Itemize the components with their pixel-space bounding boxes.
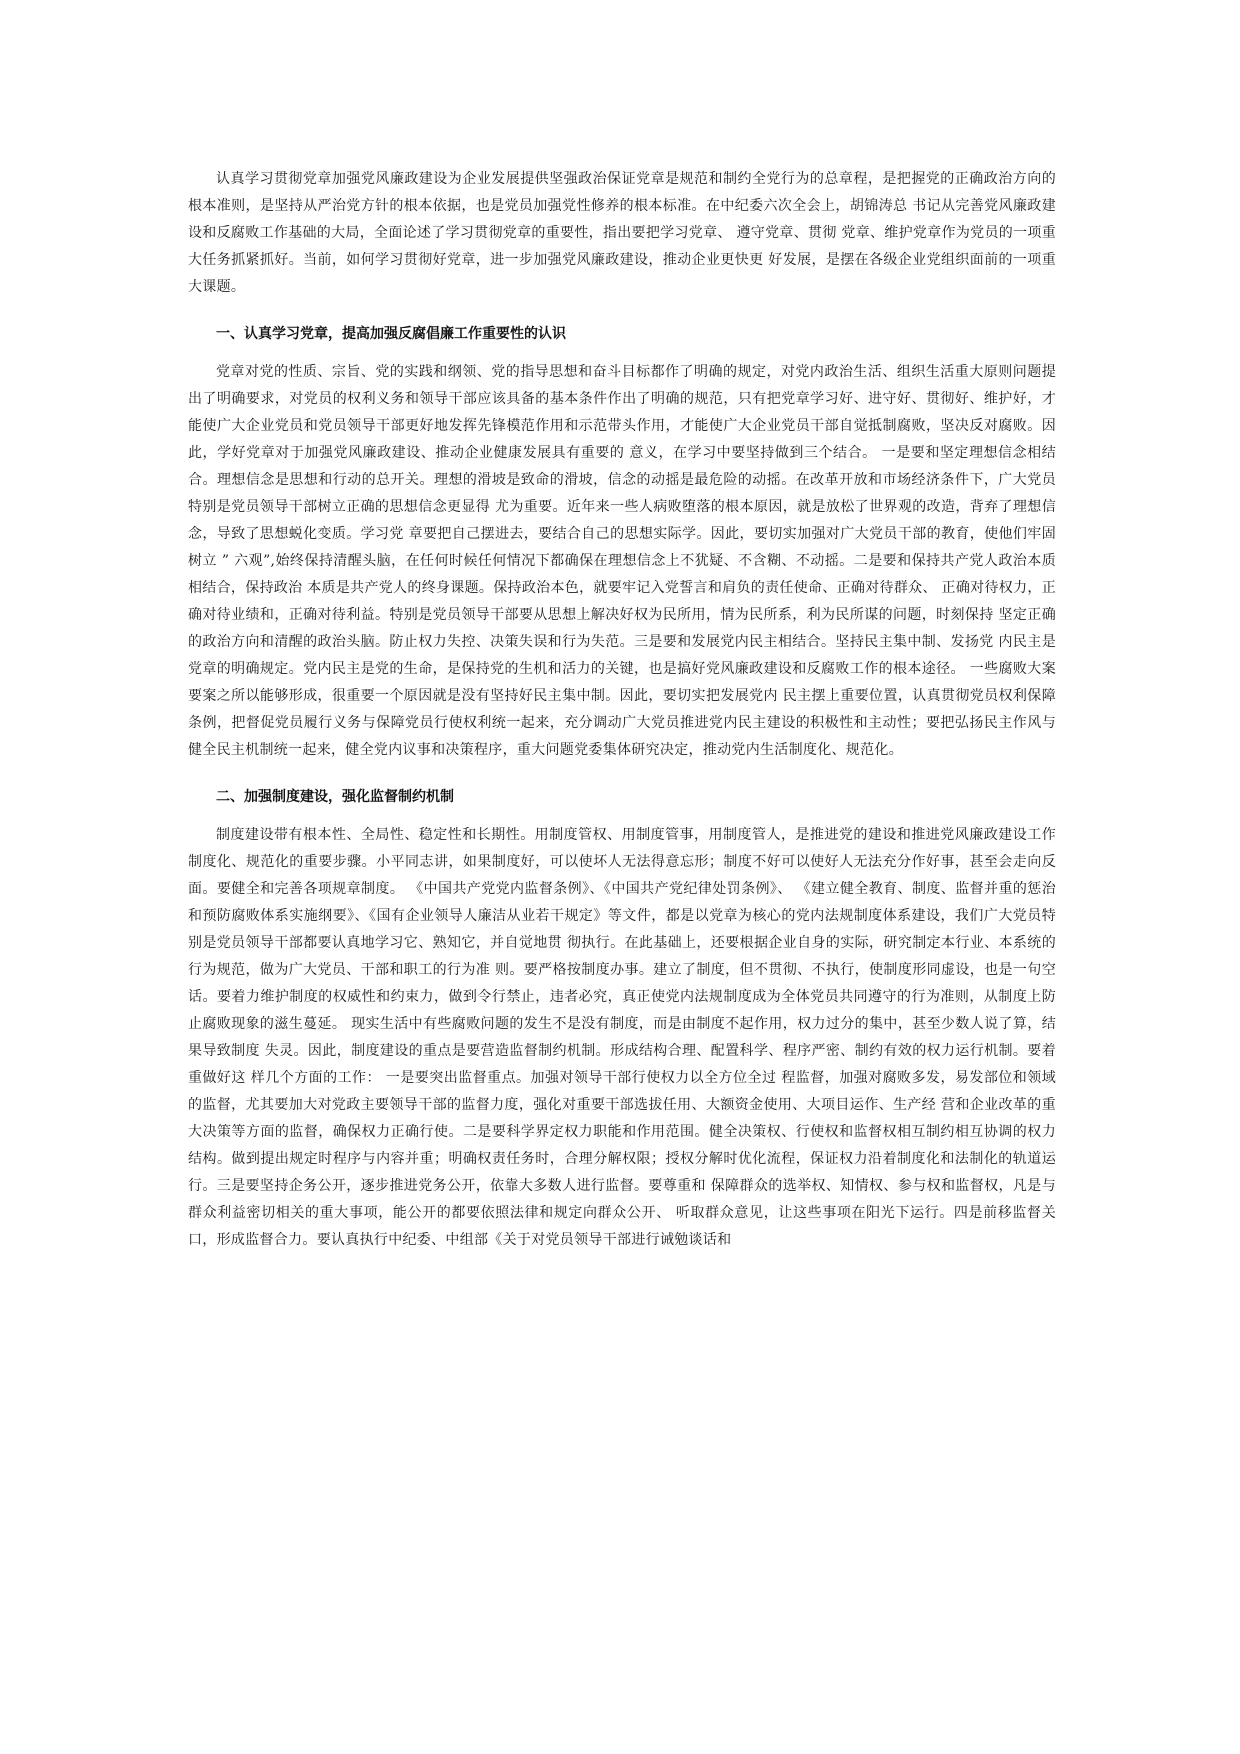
intro-paragraph: 认真学习贯彻党章加强党风廉政建设为企业发展提供坚强政治保证党章是规范和制约全党行为的总章程，是把握党的正确政治方向的根本准则，是坚持从严治党方针的根本依据，也是党员加强党性修养的根本标准。在中纪委六次全会上，胡锦涛总 书记从完善党风廉政建设和反腐败工作基础的大局，全面论述了学习贯彻党章的重要性，指出要把学习党章、 遵守党章、贯彻 党章、维护党章作为党员的一项重大任务抓紧抓好。当前，如何学习贯彻好党章，进一步加强党风廉政建设，推动企业更快更 好发展，是摆在各级企业党组织面前的一项重大课题。 <box>188 171 1056 295</box>
section-2-paragraph: 制度建设带有根本性、全局性、稳定性和长期性。用制度管权、用制度管事，用制度管人，是推进党的建设和推进党风廉政建设工作制度化、规范化的重要步骤。小平同志讲，如果制度好，可以使坏人无法得意忘形；制度不好可以使好人无法充分作好事，甚至会走向反面。要健全和完善各项规章制度。 《中国共产党党内监督条例》、《中国共产党纪律处罚条例》、 《建立健全教育、制度、监督并重的惩治和预防腐败体系实施纲要》、《国有企业领导人廉洁从业若干规定》等文件，都是以党章为核心的党内法规制度体系建设，我们广大党员特别是党员领导干部都要认真地学习它、熟知它，并自觉地贯 彻执行。在此基础上，还要根据企业自身的实际，研究制定本行业、本系统的行为规范，做为广大党员、干部和职工的行为准 则。要严格按制度办事。建立了制度，但不贯彻、不执行，使制度形同虚设，也是一句空话。要着力维护制度的权威性和约束力，做到令行禁止，违者必究，真正使党内法规制度成为全体党员共同遵守的行为准则，从制度上防止腐败现象的滋生蔓延。 现实生活中有些腐败问题的发生不是没有制度，而是由制度不起作用，权力过分的集中，甚至少数人说了算，结果导致制度 失灵。因此，制度建设的重点是要营造监督制约机制。形成结构合理、配置科学、程序严密、制约有效的权力运行机制。要着重做好这 样几个方面的工作： 一是要突出监督重点。加强对领导干部行使权力以全方位全过 程监督，加强对腐败多发，易发部位和领域的监督，尤其要加大对党政主要领导干部的监督力度，强化对重要干部选拔任用、大额资金使用、大项目运作、生产经 营和企业改革的重大决策等方面的监督，确保权力正确行使。二是要科学界定权力职能和作用范围。健全决策权、行使权和监督权相互制约相互协调的权力结构。做到提出规定时程序与内容并重；明确权责任务时，合理分解权限；授权分解时优化流程，保证权力沿着制度化和法制化的轨道运行。三是要坚持企务公开，逐步推进党务公开，依靠大多数人进行监督。要尊重和 保障群众的选举权、知情权、参与权和监督权，凡是与群众利益密切相关的重大事项，能公开的都要依照法律和规定向群众公开、 听取群众意见，让这些事项在阳光下运行。四是前移监督关口，形成监督合力。要认真执行中纪委、中组部《关于对党员领导干部进行诫勉谈话和 <box>188 827 1056 1248</box>
section-1-paragraph: 党章对党的性质、宗旨、党的实践和纲领、党的指导思想和奋斗目标都作了明确的规定，对党内政治生活、组织生活重大原则问题提出了明确要求，对党员的权利义务和领导干部应该具备的基本条件作出了明确的规范，只有把党章学习好、进守好、贯彻好、维护好，才能使广大企业党员和党员领导干部更好地发挥先锋模范作用和示范带头作用，才能使广大企业党员干部自觉抵制腐败，坚决反对腐败。因此，学好党章对于加强党风廉政建设、推动企业健康发展具有重要的 意义，在学习中要坚持做到三个结合。 一是要和坚定理想信念相结合。理想信念是思想和行动的总开关。理想的滑坡是致命的滑坡，信念的动摇是最危险的动摇。在改革开放和市场经济条件下，广大党员特别是党员领导干部树立正确的思想信念更显得 尤为重要。近年来一些人病败堕落的根本原因，就是放松了世界观的改造，背弃了理想信念，导致了思想蜕化变质。学习党 章要把自己摆进去，要结合自己的思想实际学。因此，要切实加强对广大党员干部的教育，使他们牢固树立 ” 六观”,始终保持清醒头脑，在任何时候任何情况下都确保在理想信念上不犹疑、不含糊、不动摇。二是要和保持共产党人政治本质相结合，保持政治 本质是共产党人的终身课题。保持政治本色，就要牢记入党誓言和肩负的责任使命、正确对待群众、 正确对待权力，正确对待业绩和，正确对待利益。特别是党员领导干部要从思想上解决好权为民所用，情为民所系，利为民所谋的问题，时刻保持 坚定正确的政治方向和清醒的政治头脑。防止权力失控、决策失误和行为失范。三是要和发展党内民主相结合。坚持民主集中制、发扬党 内民主是党章的明确规定。党内民主是党的生命，是保持党的生机和活力的关键，也是搞好党风廉政建设和反腐败工作的根本途径。 一些腐败大案要案之所以能够形成，很重要一个原因就是没有坚持好民主集中制。因此，要切实把发展党内 民主摆上重要位置，认真贯彻党员权利保障条例，把督促党员履行义务与保障党员行使权利统一起来，充分调动广大党员推进党内民主建设的积极性和主动性；要把弘扬民主作风与健全民主机制统一起来，健全党内议事和决策程序，重大问题党委集体研究决定，推动党内生活制度化、规范化。 <box>188 364 1056 758</box>
section-1-heading: 一、认真学习党章，提高加强反腐倡廉工作重要性的认识 <box>216 326 566 342</box>
document-page <box>188 166 1056 1254</box>
section-2-heading: 二、加强制度建设，强化监督制约机制 <box>216 789 454 805</box>
